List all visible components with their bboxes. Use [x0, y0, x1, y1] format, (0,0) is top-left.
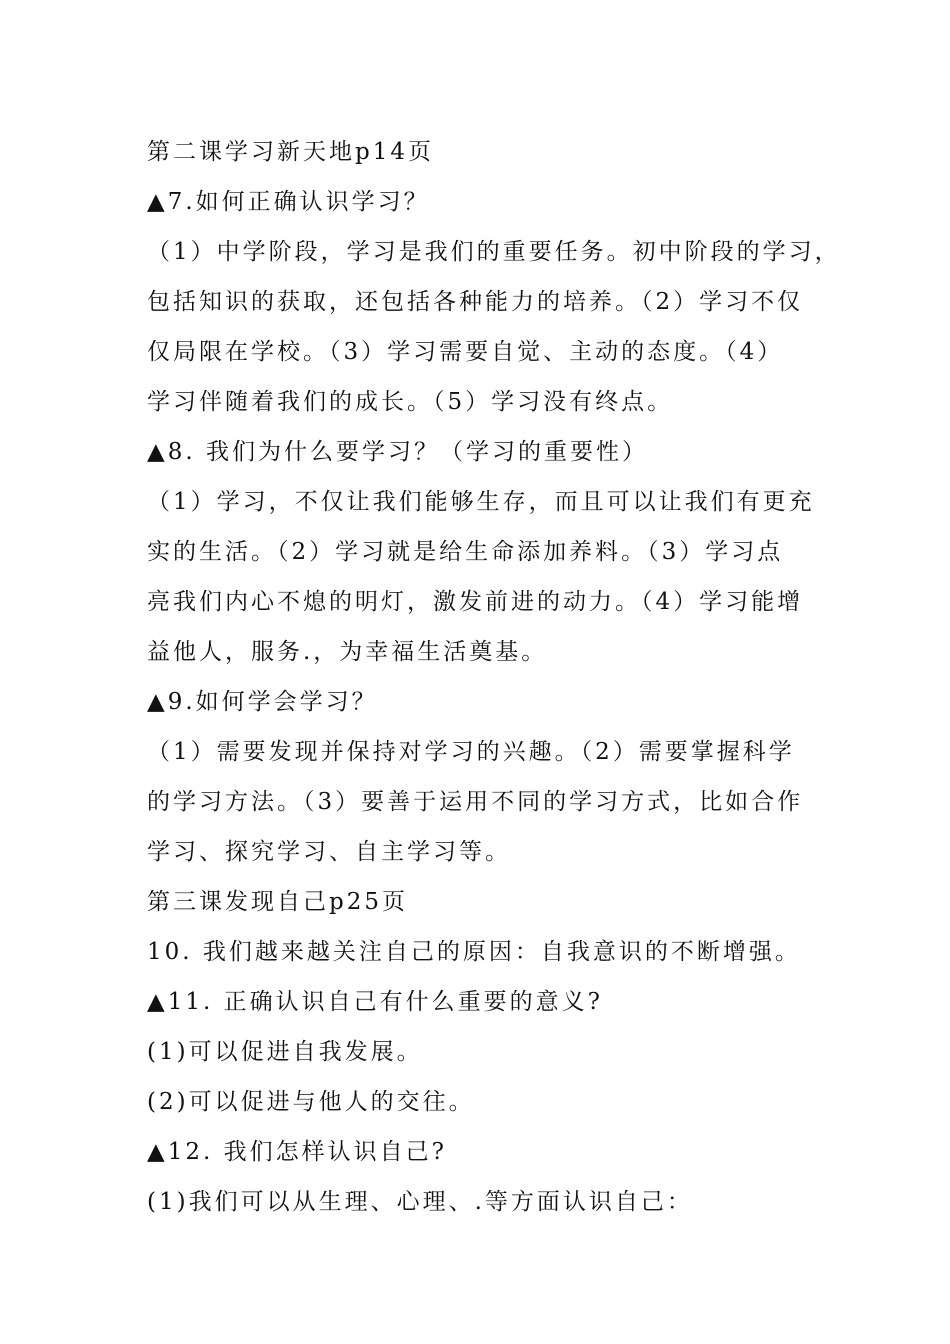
answer-7-line-1: （1）中学阶段，学习是我们的重要任务。初中阶段的学习， — [147, 239, 841, 265]
answer-7-line-3: 仅局限在学校。（3）学习需要自觉、主动的态度。（4） — [147, 339, 784, 365]
lesson-2-heading: 第二课学习新天地p14页 — [147, 139, 434, 165]
answer-11-line-1: (1)可以促进自我发展。 — [147, 1039, 423, 1065]
answer-7-line-4: 学习伴随着我们的成长。（5）学习没有终点。 — [147, 389, 674, 415]
answer-7-line-2: 包括知识的获取，还包括各种能力的培养。（2）学习不仅 — [147, 289, 804, 315]
answer-12-line-1: (1)我们可以从生理、心理、.等方面认识自己： — [147, 1189, 693, 1215]
answer-8-line-1: （1）学习，不仅让我们能够生存，而且可以让我们有更充 — [147, 489, 815, 515]
question-8: ▲8. 我们为什么要学习？（学习的重要性） — [147, 439, 648, 465]
answer-9-line-1: （1）需要发现并保持对学习的兴趣。（2）需要掌握科学 — [147, 739, 795, 765]
answer-11-line-2: (2)可以促进与他人的交往。 — [147, 1089, 475, 1115]
lesson-3-heading: 第三课发现自己p25页 — [147, 889, 408, 915]
answer-8-line-2: 实的生活。（2）学习就是给生命添加养料。（3）学习点 — [147, 539, 784, 565]
question-10: 10. 我们越来越关注自己的原因：自我意识的不断增强。 — [147, 939, 801, 965]
question-7: ▲7.如何正确认识学习？ — [147, 189, 430, 215]
question-11: ▲11. 正确认识自己有什么重要的意义? — [147, 989, 603, 1015]
question-12: ▲12. 我们怎样认识自己? — [147, 1139, 447, 1165]
answer-9-line-2: 的学习方法。（3）要善于运用不同的学习方式，比如合作 — [147, 789, 804, 815]
answer-8-line-4: 益他人，服务.，为幸福生活奠基。 — [147, 639, 548, 665]
answer-8-line-3: 亮我们内心不熄的明灯，激发前进的动力。（4）学习能增 — [147, 589, 804, 615]
question-9: ▲9.如何学会学习？ — [147, 689, 378, 715]
document-body — [147, 127, 841, 1227]
answer-9-line-3: 学习、探究学习、自主学习等。 — [147, 839, 511, 865]
